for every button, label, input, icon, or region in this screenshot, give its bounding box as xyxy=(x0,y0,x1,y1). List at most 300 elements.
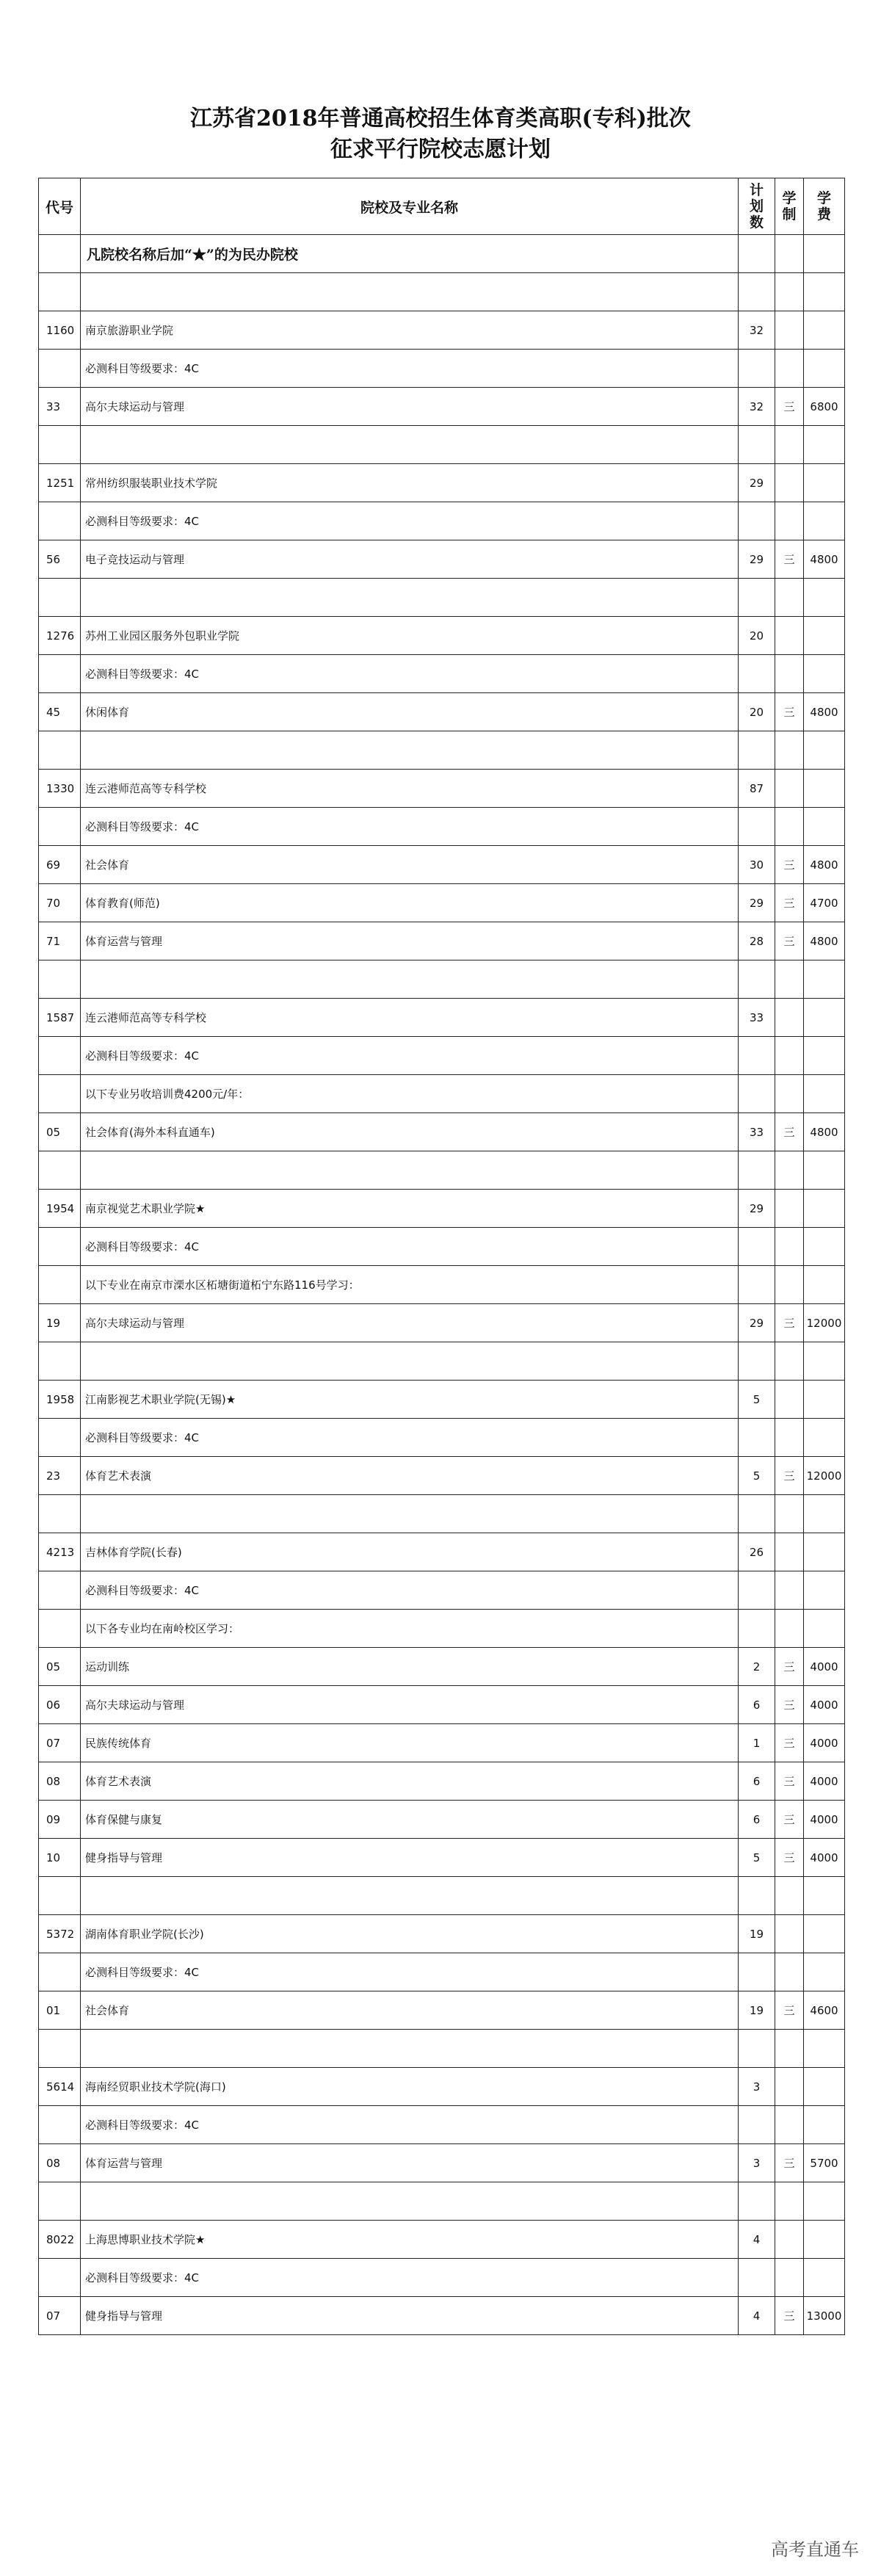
table-row xyxy=(39,1762,845,1801)
cell-plan: 26 xyxy=(739,1533,775,1571)
cell-years: 三 xyxy=(775,540,804,579)
cell-years xyxy=(775,1381,804,1419)
cell-code xyxy=(39,1419,81,1457)
cell-fee: 4000 xyxy=(804,1648,845,1686)
cell-code: 8022 xyxy=(39,2221,81,2259)
cell-name: 以下各专业均在南岭校区学习： xyxy=(81,1610,739,1648)
table-row xyxy=(39,235,845,273)
cell-years xyxy=(775,655,804,693)
table-row xyxy=(39,1686,845,1724)
cell-years: 三 xyxy=(775,388,804,426)
cell-fee xyxy=(804,731,845,770)
cell-name: 社会体育(海外本科直通车) xyxy=(81,1113,739,1151)
table-row xyxy=(39,540,845,579)
table-row xyxy=(39,2030,845,2068)
cell-name: 民族传统体育 xyxy=(81,1724,739,1762)
cell-plan: 20 xyxy=(739,617,775,655)
cell-plan xyxy=(739,1877,775,1915)
cell-plan: 29 xyxy=(739,1304,775,1342)
table-row xyxy=(39,1991,845,2030)
cell-fee: 4800 xyxy=(804,540,845,579)
header-years: 学 制 xyxy=(775,178,804,235)
cell-fee xyxy=(804,999,845,1037)
cell-fee xyxy=(804,1266,845,1304)
table-row xyxy=(39,2182,845,2221)
cell-years xyxy=(775,1075,804,1113)
cell-plan: 4 xyxy=(739,2221,775,2259)
cell-code: 5372 xyxy=(39,1915,81,1953)
cell-name: 必测科目等级要求：4C xyxy=(81,655,739,693)
cell-fee xyxy=(804,1915,845,1953)
table-row xyxy=(39,1610,845,1648)
table-row xyxy=(39,273,845,311)
cell-years xyxy=(775,1953,804,1991)
cell-fee: 4800 xyxy=(804,922,845,960)
cell-fee: 4000 xyxy=(804,1762,845,1801)
cell-fee: 4800 xyxy=(804,846,845,884)
cell-years: 三 xyxy=(775,2297,804,2335)
cell-code xyxy=(39,2030,81,2068)
cell-fee: 4600 xyxy=(804,1991,845,2030)
cell-code xyxy=(39,1571,81,1610)
cell-code xyxy=(39,960,81,999)
cell-code: 07 xyxy=(39,2297,81,2335)
cell-name: 健身指导与管理 xyxy=(81,2297,739,2335)
cell-plan: 32 xyxy=(739,388,775,426)
cell-fee xyxy=(804,808,845,846)
cell-plan: 6 xyxy=(739,1801,775,1839)
cell-fee xyxy=(804,655,845,693)
cell-code: 1954 xyxy=(39,1190,81,1228)
cell-plan: 3 xyxy=(739,2068,775,2106)
cell-plan: 30 xyxy=(739,846,775,884)
cell-fee xyxy=(804,1190,845,1228)
cell-fee xyxy=(804,2259,845,2297)
cell-years: 三 xyxy=(775,922,804,960)
cell-code xyxy=(39,1495,81,1533)
cell-code xyxy=(39,1228,81,1266)
cell-name: 南京旅游职业学院 xyxy=(81,311,739,350)
cell-name: 吉林体育学院(长春) xyxy=(81,1533,739,1571)
cell-code: 1160 xyxy=(39,311,81,350)
cell-code: 08 xyxy=(39,2144,81,2182)
cell-years xyxy=(775,502,804,540)
table-row xyxy=(39,1113,845,1151)
cell-plan xyxy=(739,273,775,311)
cell-code: 1276 xyxy=(39,617,81,655)
cell-name: 社会体育 xyxy=(81,1991,739,2030)
cell-years: 三 xyxy=(775,1991,804,2030)
cell-code xyxy=(39,2106,81,2144)
cell-years xyxy=(775,1342,804,1381)
table-row xyxy=(39,1724,845,1762)
cell-fee xyxy=(804,960,845,999)
cell-fee xyxy=(804,1571,845,1610)
cell-plan xyxy=(739,1571,775,1610)
table-row xyxy=(39,1457,845,1495)
cell-code xyxy=(39,808,81,846)
cell-name: 高尔夫球运动与管理 xyxy=(81,1304,739,1342)
table-row xyxy=(39,1037,845,1075)
cell-code xyxy=(39,1151,81,1190)
cell-plan xyxy=(739,1610,775,1648)
cell-years xyxy=(775,1151,804,1190)
cell-fee xyxy=(804,2030,845,2068)
cell-name: 体育艺术表演 xyxy=(81,1457,739,1495)
cell-plan: 19 xyxy=(739,1915,775,1953)
cell-name: 高尔夫球运动与管理 xyxy=(81,1686,739,1724)
cell-name: 必测科目等级要求：4C xyxy=(81,2259,739,2297)
cell-years xyxy=(775,2068,804,2106)
cell-fee xyxy=(804,2068,845,2106)
cell-plan: 87 xyxy=(739,770,775,808)
table-body xyxy=(39,235,845,2335)
table-row xyxy=(39,1228,845,1266)
cell-code: 1587 xyxy=(39,999,81,1037)
cell-code: 4213 xyxy=(39,1533,81,1571)
cell-fee xyxy=(804,426,845,464)
cell-code: 23 xyxy=(39,1457,81,1495)
cell-code: 05 xyxy=(39,1648,81,1686)
cell-years xyxy=(775,350,804,388)
cell-plan: 3 xyxy=(739,2144,775,2182)
admission-plan-table xyxy=(38,178,845,2335)
cell-name: 高尔夫球运动与管理 xyxy=(81,388,739,426)
cell-code: 1958 xyxy=(39,1381,81,1419)
cell-name xyxy=(81,1342,739,1381)
table-row xyxy=(39,960,845,999)
cell-code: 56 xyxy=(39,540,81,579)
cell-years xyxy=(775,464,804,502)
cell-name xyxy=(81,273,739,311)
cell-years xyxy=(775,1190,804,1228)
table-row xyxy=(39,808,845,846)
cell-name: 湖南体育职业学院(长沙) xyxy=(81,1915,739,1953)
cell-name: 常州纺织服装职业技术学院 xyxy=(81,464,739,502)
cell-name: 必测科目等级要求：4C xyxy=(81,350,739,388)
cell-plan: 20 xyxy=(739,693,775,731)
cell-name xyxy=(81,426,739,464)
table-row xyxy=(39,579,845,617)
cell-years xyxy=(775,1495,804,1533)
cell-code xyxy=(39,1877,81,1915)
cell-code xyxy=(39,655,81,693)
cell-name: 体育教育(师范) xyxy=(81,884,739,922)
cell-plan: 4 xyxy=(739,2297,775,2335)
cell-name: 健身指导与管理 xyxy=(81,1839,739,1877)
cell-fee: 4000 xyxy=(804,1801,845,1839)
cell-code xyxy=(39,2182,81,2221)
cell-years xyxy=(775,731,804,770)
cell-code: 06 xyxy=(39,1686,81,1724)
cell-code: 07 xyxy=(39,1724,81,1762)
table-row xyxy=(39,617,845,655)
cell-fee xyxy=(804,1419,845,1457)
cell-plan: 2 xyxy=(739,1648,775,1686)
cell-years xyxy=(775,999,804,1037)
cell-fee xyxy=(804,1877,845,1915)
cell-code: 5614 xyxy=(39,2068,81,2106)
cell-code: 71 xyxy=(39,922,81,960)
doc-title-line1: 江苏省2018年普通高校招生体育类高职(专科)批次 xyxy=(190,106,691,131)
cell-plan: 33 xyxy=(739,1113,775,1151)
cell-years xyxy=(775,1610,804,1648)
cell-plan xyxy=(739,808,775,846)
table-row xyxy=(39,1915,845,1953)
cell-fee: 4000 xyxy=(804,1839,845,1877)
cell-name: 以下专业另收培训费4200元/年： xyxy=(81,1075,739,1113)
cell-name: 必测科目等级要求：4C xyxy=(81,2106,739,2144)
table-row xyxy=(39,1381,845,1419)
cell-name: 休闲体育 xyxy=(81,693,739,731)
cell-plan xyxy=(739,655,775,693)
cell-code: 05 xyxy=(39,1113,81,1151)
table-row xyxy=(39,1648,845,1686)
cell-fee xyxy=(804,579,845,617)
cell-years xyxy=(775,2106,804,2144)
cell-fee xyxy=(804,1151,845,1190)
cell-name: 必测科目等级要求：4C xyxy=(81,1953,739,1991)
cell-name: 连云港师范高等专科学校 xyxy=(81,770,739,808)
table-row xyxy=(39,1304,845,1342)
cell-plan: 19 xyxy=(739,1991,775,2030)
cell-name: 必测科目等级要求：4C xyxy=(81,1419,739,1457)
cell-code xyxy=(39,426,81,464)
table-row xyxy=(39,1419,845,1457)
cell-fee: 4800 xyxy=(804,693,845,731)
cell-fee xyxy=(804,311,845,350)
cell-fee xyxy=(804,2221,845,2259)
cell-years xyxy=(775,1877,804,1915)
table-row xyxy=(39,2144,845,2182)
cell-name xyxy=(81,2182,739,2221)
cell-years xyxy=(775,1533,804,1571)
table-row xyxy=(39,502,845,540)
header-fee: 学 费 xyxy=(804,178,845,235)
cell-name: 凡院校名称后加“★”的为民办院校 xyxy=(81,235,739,273)
cell-years: 三 xyxy=(775,693,804,731)
cell-fee xyxy=(804,617,845,655)
cell-plan xyxy=(739,1266,775,1304)
doc-title-line2: 征求平行院校志愿计划 xyxy=(330,137,551,162)
cell-plan xyxy=(739,502,775,540)
cell-plan xyxy=(739,1075,775,1113)
header-code: 代号 xyxy=(39,178,81,235)
cell-plan xyxy=(739,2259,775,2297)
table-header-row xyxy=(39,178,845,235)
cell-code xyxy=(39,273,81,311)
cell-plan xyxy=(739,579,775,617)
table-row xyxy=(39,655,845,693)
cell-code xyxy=(39,502,81,540)
cell-years xyxy=(775,617,804,655)
cell-name: 以下专业在南京市溧水区柘塘街道柘宁东路116号学习： xyxy=(81,1266,739,1304)
cell-years xyxy=(775,1266,804,1304)
cell-name: 体育保健与康复 xyxy=(81,1801,739,1839)
cell-plan: 29 xyxy=(739,464,775,502)
table-row xyxy=(39,1266,845,1304)
cell-plan xyxy=(739,1495,775,1533)
cell-years: 三 xyxy=(775,846,804,884)
cell-years xyxy=(775,1037,804,1075)
cell-years: 三 xyxy=(775,1839,804,1877)
table-row xyxy=(39,1342,845,1381)
table-row xyxy=(39,1877,845,1915)
cell-plan xyxy=(739,1342,775,1381)
cell-fee: 12000 xyxy=(804,1457,845,1495)
cell-fee xyxy=(804,2106,845,2144)
cell-plan xyxy=(739,426,775,464)
cell-code: 09 xyxy=(39,1801,81,1839)
table-row xyxy=(39,350,845,388)
cell-years xyxy=(775,2221,804,2259)
cell-name: 上海思博职业技术学院★ xyxy=(81,2221,739,2259)
cell-name xyxy=(81,2030,739,2068)
header-plan: 计 划 数 xyxy=(739,178,775,235)
cell-years xyxy=(775,1419,804,1457)
cell-code xyxy=(39,579,81,617)
table-row xyxy=(39,2106,845,2144)
table-row xyxy=(39,388,845,426)
cell-fee xyxy=(804,1495,845,1533)
cell-name: 连云港师范高等专科学校 xyxy=(81,999,739,1037)
cell-years: 三 xyxy=(775,2144,804,2182)
table-row xyxy=(39,1839,845,1877)
cell-years xyxy=(775,1228,804,1266)
cell-plan xyxy=(739,1037,775,1075)
cell-fee xyxy=(804,350,845,388)
table-row xyxy=(39,884,845,922)
cell-years xyxy=(775,1571,804,1610)
cell-plan: 28 xyxy=(739,922,775,960)
cell-code xyxy=(39,1266,81,1304)
cell-years xyxy=(775,1915,804,1953)
cell-code: 19 xyxy=(39,1304,81,1342)
cell-name xyxy=(81,579,739,617)
cell-fee xyxy=(804,1610,845,1648)
cell-years xyxy=(775,235,804,273)
cell-fee: 4000 xyxy=(804,1724,845,1762)
cell-years xyxy=(775,273,804,311)
table-row xyxy=(39,693,845,731)
cell-code: 33 xyxy=(39,388,81,426)
cell-years xyxy=(775,311,804,350)
cell-code: 10 xyxy=(39,1839,81,1877)
cell-years: 三 xyxy=(775,1648,804,1686)
cell-years: 三 xyxy=(775,1762,804,1801)
table-row xyxy=(39,1495,845,1533)
header-name: 院校及专业名称 xyxy=(81,178,739,235)
table-row xyxy=(39,2259,845,2297)
cell-years xyxy=(775,2182,804,2221)
cell-name: 运动训练 xyxy=(81,1648,739,1686)
cell-years xyxy=(775,808,804,846)
cell-plan xyxy=(739,1151,775,1190)
cell-fee: 5700 xyxy=(804,2144,845,2182)
cell-fee xyxy=(804,2182,845,2221)
cell-plan: 5 xyxy=(739,1457,775,1495)
cell-years: 三 xyxy=(775,1457,804,1495)
cell-code: 1251 xyxy=(39,464,81,502)
cell-plan xyxy=(739,2030,775,2068)
table-row xyxy=(39,1190,845,1228)
cell-code: 69 xyxy=(39,846,81,884)
cell-code: 70 xyxy=(39,884,81,922)
cell-plan xyxy=(739,960,775,999)
cell-plan: 29 xyxy=(739,1190,775,1228)
cell-years: 三 xyxy=(775,1724,804,1762)
table-row xyxy=(39,846,845,884)
cell-name: 电子竞技运动与管理 xyxy=(81,540,739,579)
cell-plan xyxy=(739,1953,775,1991)
cell-plan: 29 xyxy=(739,540,775,579)
cell-fee xyxy=(804,1381,845,1419)
cell-name: 体育运营与管理 xyxy=(81,2144,739,2182)
cell-name: 体育运营与管理 xyxy=(81,922,739,960)
cell-name: 江南影视艺术职业学院(无锡)★ xyxy=(81,1381,739,1419)
cell-fee xyxy=(804,770,845,808)
cell-plan xyxy=(739,731,775,770)
cell-fee: 13000 xyxy=(804,2297,845,2335)
cell-fee xyxy=(804,1533,845,1571)
cell-years xyxy=(775,2030,804,2068)
cell-fee xyxy=(804,235,845,273)
cell-plan: 29 xyxy=(739,884,775,922)
table-row xyxy=(39,2297,845,2335)
cell-plan: 5 xyxy=(739,1839,775,1877)
cell-plan: 1 xyxy=(739,1724,775,1762)
cell-fee: 6800 xyxy=(804,388,845,426)
cell-fee xyxy=(804,1342,845,1381)
cell-name: 必测科目等级要求：4C xyxy=(81,808,739,846)
cell-name: 必测科目等级要求：4C xyxy=(81,1037,739,1075)
cell-name: 南京视觉艺术职业学院★ xyxy=(81,1190,739,1228)
cell-plan: 33 xyxy=(739,999,775,1037)
cell-name: 必测科目等级要求：4C xyxy=(81,1228,739,1266)
cell-plan xyxy=(739,2106,775,2144)
table-row xyxy=(39,1953,845,1991)
cell-fee xyxy=(804,464,845,502)
cell-fee xyxy=(804,502,845,540)
cell-years: 三 xyxy=(775,884,804,922)
cell-years xyxy=(775,770,804,808)
cell-name xyxy=(81,1151,739,1190)
cell-plan xyxy=(739,1419,775,1457)
cell-code xyxy=(39,1610,81,1648)
cell-plan xyxy=(739,1228,775,1266)
cell-code xyxy=(39,1953,81,1991)
cell-name: 社会体育 xyxy=(81,846,739,884)
table-row xyxy=(39,999,845,1037)
table-row xyxy=(39,426,845,464)
cell-years xyxy=(775,960,804,999)
cell-code xyxy=(39,2259,81,2297)
cell-fee xyxy=(804,1075,845,1113)
cell-name: 必测科目等级要求：4C xyxy=(81,1571,739,1610)
cell-plan xyxy=(739,235,775,273)
table-row xyxy=(39,464,845,502)
cell-years: 三 xyxy=(775,1801,804,1839)
cell-fee: 4800 xyxy=(804,1113,845,1151)
cell-years: 三 xyxy=(775,1304,804,1342)
cell-years xyxy=(775,426,804,464)
table-row xyxy=(39,731,845,770)
cell-years: 三 xyxy=(775,1113,804,1151)
cell-code xyxy=(39,1037,81,1075)
table-row xyxy=(39,1533,845,1571)
cell-plan: 6 xyxy=(739,1762,775,1801)
cell-fee xyxy=(804,1228,845,1266)
